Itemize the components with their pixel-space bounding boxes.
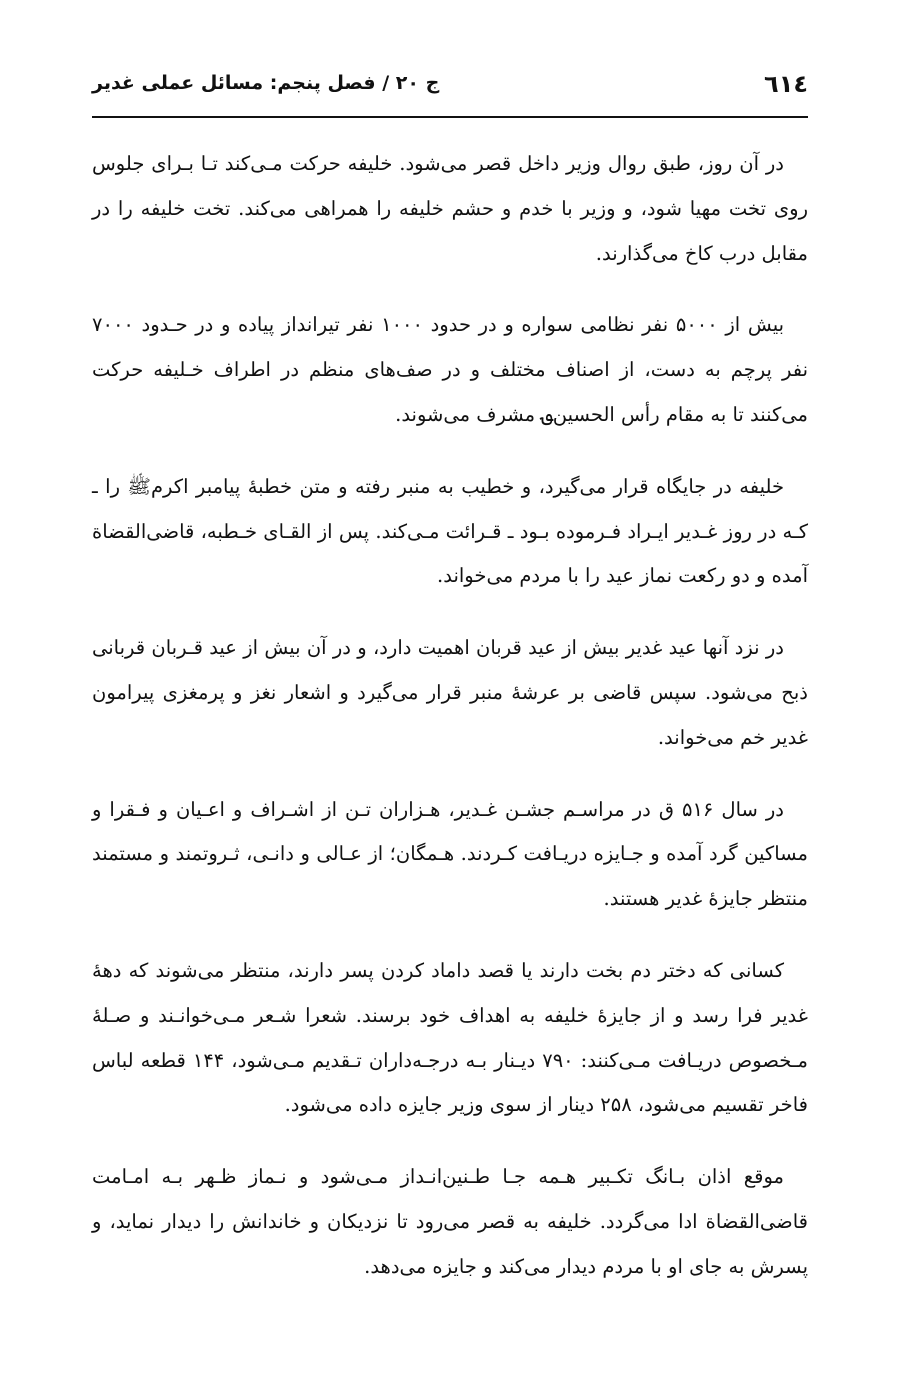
page-number: ٦١٤ — [764, 70, 808, 98]
body-text — [92, 142, 808, 1317]
paragraph: در سال ۵۱۶ ق در مراسـم جشـن غـدیر، هـزاران تـن از اشـراف و اعـیان و فـقرا و مساکین گرد آمده و جـایزه دریـافت کـردند. هـمگان؛ از عـالی و دانـی، ثـروتمند و مستمند منتظر جایزهٔ غدیر هستند. — [92, 797, 808, 911]
paragraph: در آن روز، طبق روال وزیر داخل قصر می‌شود. خلیفه حرکت مـی‌کند تـا بـرای جلوس روی تخت مهیا شود، و وزیر با خدم و حشم خلیفه را همراهی می‌کند. تخت خلیفه را در مقابل درب کاخ می‌گذارند. — [92, 152, 808, 265]
paragraph: موقع اذان بـانگ تکـبیر هـمه جـا طـنین‌انـداز مـی‌شود و نـماز ظـهر بـه امـامت قاضی‌القضاة ادا می‌گردد. خلیفه به قصر می‌رود تا نزدیکان و خاندانش را دیدار نماید، و پسرش به جای او با مردم دیدار می‌کند و جایزه می‌دهد. — [92, 1165, 808, 1278]
page-header — [92, 66, 808, 116]
header-divider — [92, 116, 808, 118]
running-head: ج ۲۰ / فصل پنجم: مسائل عملی غدیر — [92, 72, 440, 94]
paragraph: کسانی که دختر دم بخت دارند یا قصد داماد کردن پسر دارند، منتظر می‌شوند که دههٔ غدیر فرا رسد و از جایزهٔ خلیفه به اهداف خود برسند. شعرا شـعر مـی‌خوانـند و صـلهٔ مـخصوص دریـافت مـی‌کنند: ۷۹۰ دیـنار بـه درجـه‌داران تـقدیم مـی‌شود، ۱۴۴ قطعه لباس فاخر تقسیم می‌شود، ۲۵۸ دینار از سوی وزیر جایزه داده می‌شود. — [92, 958, 808, 1117]
paragraph: خلیفه در جایگاه قرار می‌گیرد، و خطیب به منبر رفته و متن خطبهٔ پیامبر اکرمﷺ را ـ کـه در روز غـدیر ایـراد فـرموده بـود ـ قـرائت مـی‌کند. پس از القـای خـطبه، قاضی‌القضاة آمده و دو رکعت نماز عید را با مردم می‌خواند. — [92, 474, 808, 588]
paragraph: بیش از ۵۰۰۰ نفر نظامی سواره و در حدود ۱۰۰۰ نفر تیرانداز پیاده و در حـدود ۷۰۰۰ نفر پرچم به دست، از اصناف مختلف و در صف‌های منظم در اطراف خـلیفه حرکت می‌کنند تا به مقام رأس الحسین؈ مشرف می‌شوند. — [92, 313, 808, 426]
paragraph: در نزد آنها عید غدیر بیش از عید قربان اهمیت دارد، و در آن بیش از عید قـربان قربانی ذبح می‌شود. سپس قاضی بر عرشهٔ منبر قرار می‌گیرد و اشعار نغز و پرمغزی پیرامون غدیر خم می‌خواند. — [92, 636, 808, 749]
